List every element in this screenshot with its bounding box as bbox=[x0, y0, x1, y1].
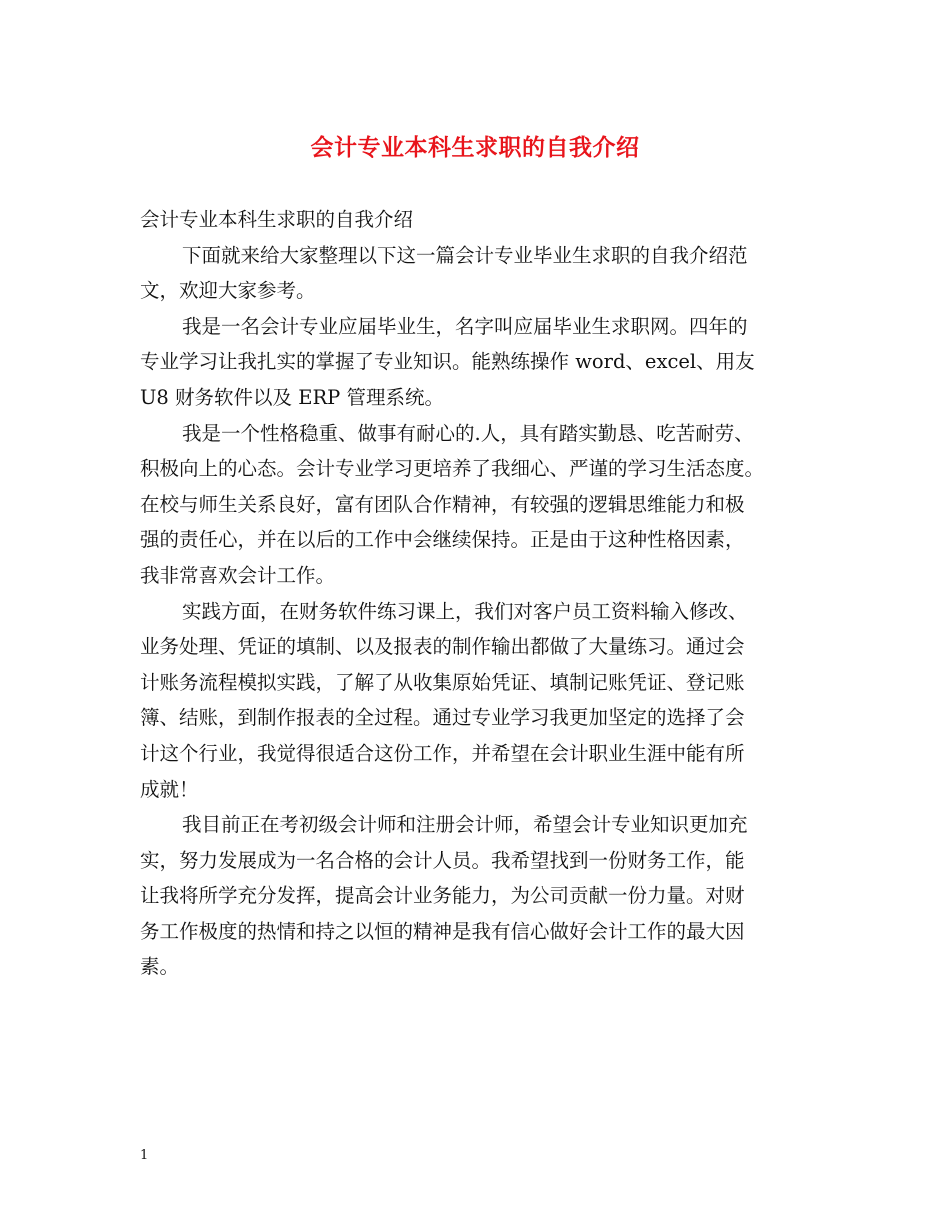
body-line: 我是一个性格稳重、做事有耐心的.人，具有踏实勤恳、吃苦耐劳、 bbox=[182, 421, 754, 445]
body-line: 成就！ bbox=[140, 777, 199, 801]
body-line: 积极向上的心态。会计专业学习更培养了我细心、严谨的学习生活态度。 bbox=[140, 457, 765, 481]
body-line: 让我将所学充分发挥，提高会计业务能力，为公司贡献一份力量。对财 bbox=[140, 884, 745, 908]
body-line: 我目前正在考初级会计师和注册会计师，希望会计专业知识更加充 bbox=[182, 813, 748, 837]
body-line: 计这个行业，我觉得很适合这份工作，并希望在会计职业生涯中能有所 bbox=[140, 741, 745, 765]
body-line: 在校与师生关系良好，富有团队合作精神，有较强的逻辑思维能力和极 bbox=[140, 492, 745, 516]
body-line: 实，努力发展成为一名合格的会计人员。我希望找到一份财务工作，能 bbox=[140, 848, 745, 872]
body-line: 实践方面，在财务软件练习课上，我们对客户员工资料输入修改、 bbox=[182, 599, 748, 623]
body-line: 素。 bbox=[140, 955, 180, 979]
body-line: 专业学习让我扎实的掌握了专业知识。能熟练操作 word、excel、用友 bbox=[140, 350, 755, 374]
body-line: 下面就来给大家整理以下这一篇会计专业毕业生求职的自我介绍范 bbox=[182, 243, 748, 267]
page-number: 1 bbox=[140, 1148, 149, 1163]
body-line: 计账务流程模拟实践，了解了从收集原始凭证、填制记账凭证、登记账 bbox=[140, 670, 745, 694]
body-line: U8 财务软件以及 ERP 管理系统。 bbox=[140, 385, 444, 409]
body-line: 务工作极度的热情和持之以恒的精神是我有信心做好会计工作的最大因 bbox=[140, 919, 745, 943]
body-line: 业务处理、凭证的填制、以及报表的制作输出都做了大量练习。通过会 bbox=[140, 635, 745, 659]
document-body bbox=[140, 202, 816, 985]
body-line: 我非常喜欢会计工作。 bbox=[140, 563, 336, 587]
body-line-subtitle: 会计专业本科生求职的自我介绍 bbox=[140, 208, 414, 231]
document-title: 会计专业本科生求职的自我介绍 bbox=[310, 134, 640, 161]
body-line: 我是一名会计专业应届毕业生，名字叫应届毕业生求职网。四年的 bbox=[182, 314, 748, 338]
body-line: 簿、结账，到制作报表的全过程。通过专业学习我更加坚定的选择了会 bbox=[140, 706, 745, 730]
body-line: 文，欢迎大家参考。 bbox=[140, 279, 316, 303]
body-line: 强的责任心，并在以后的工作中会继续保持。正是由于这种性格因素， bbox=[140, 528, 745, 552]
